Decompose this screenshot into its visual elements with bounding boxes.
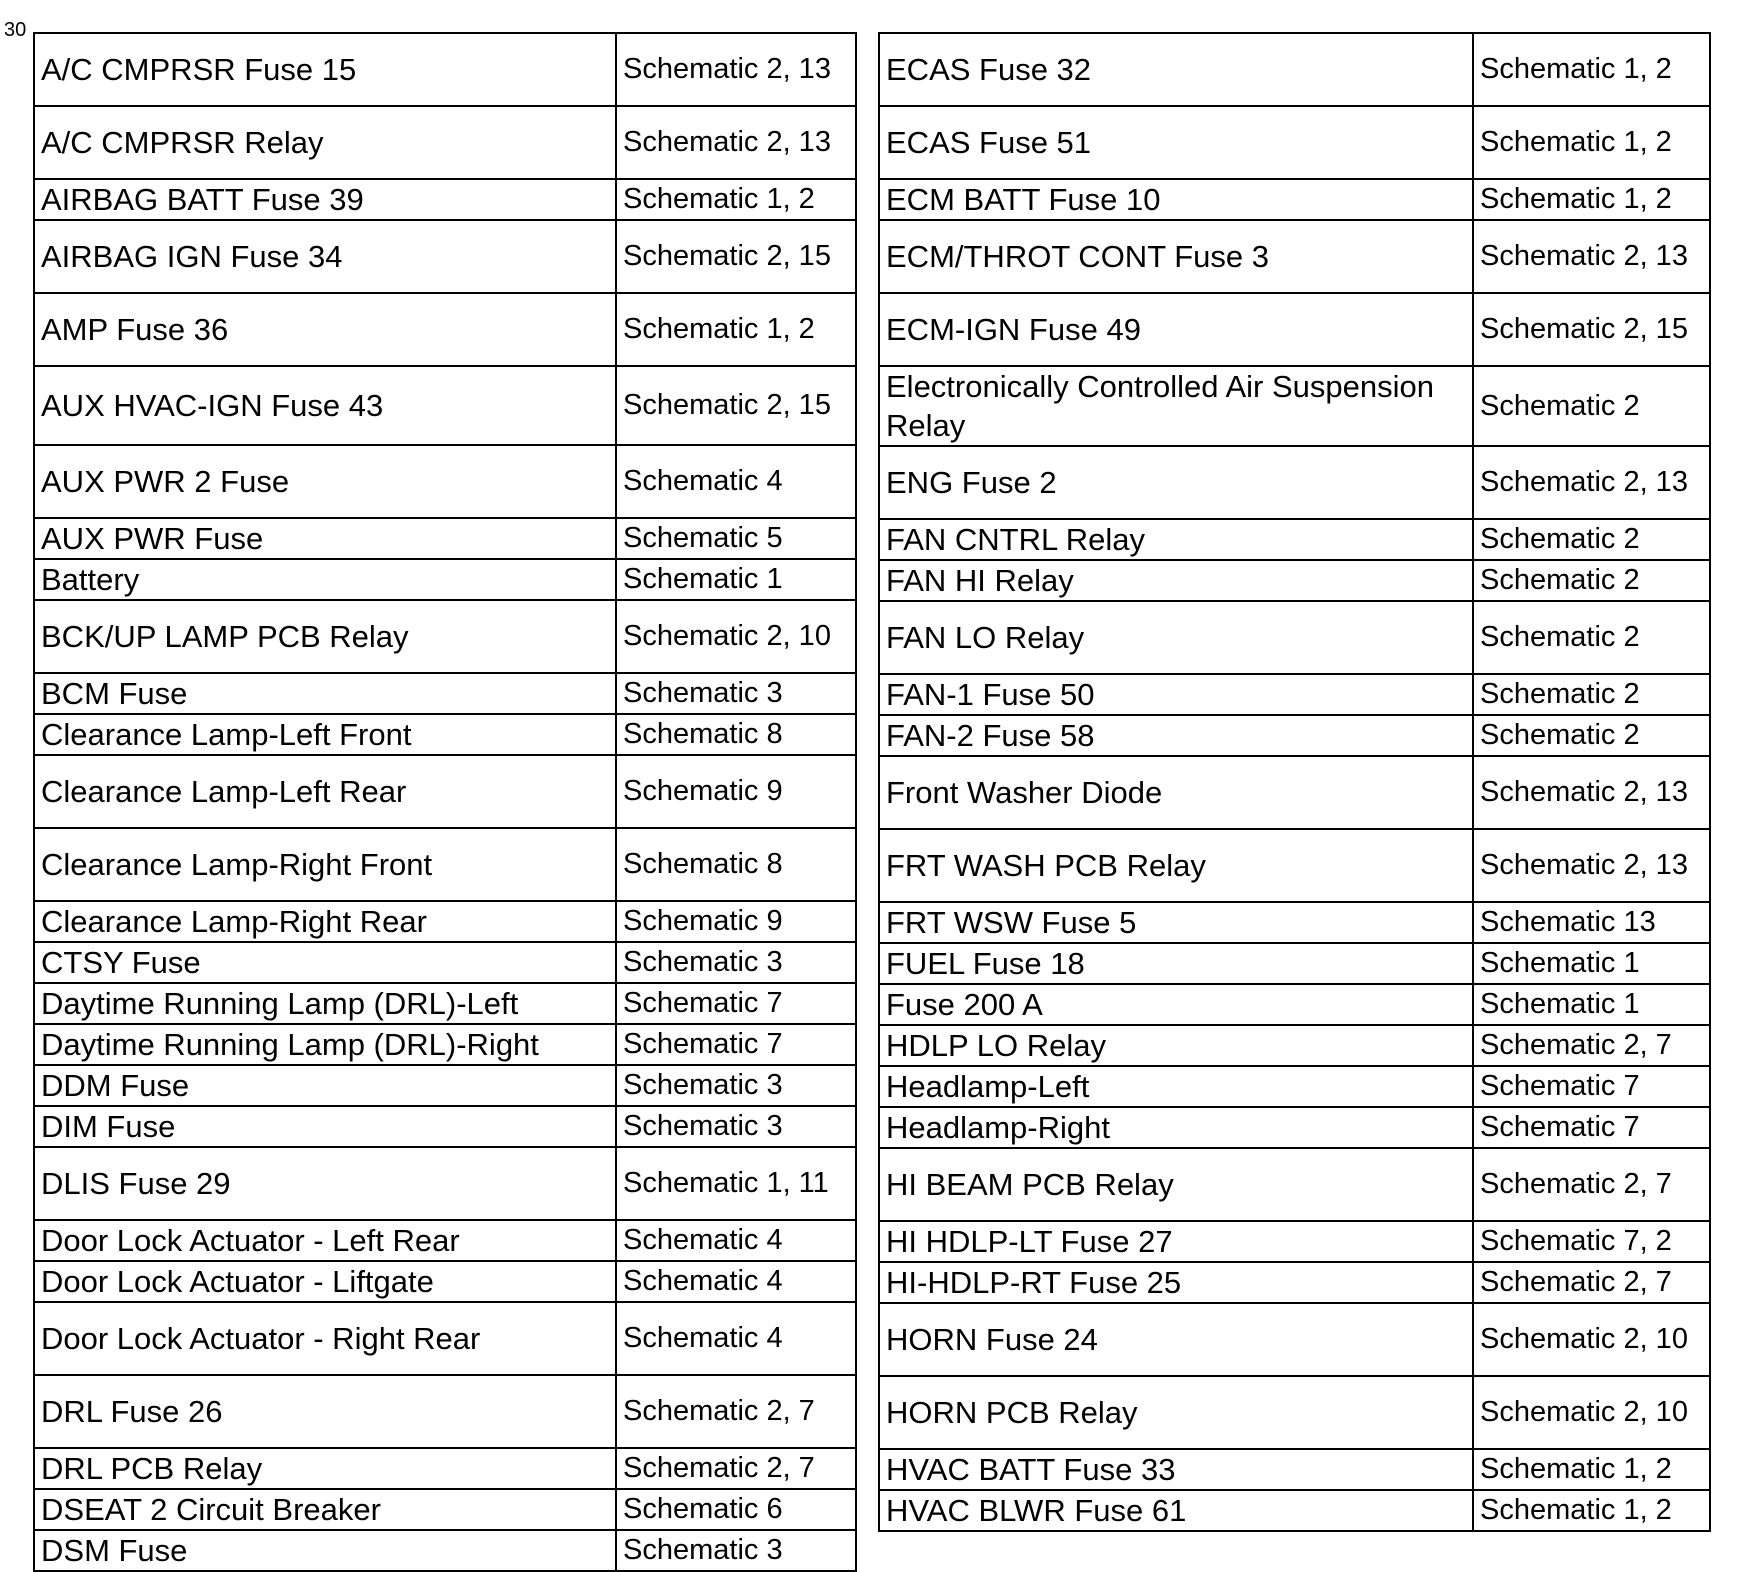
component-name-cell: Front Washer Diode bbox=[879, 756, 1473, 829]
table-row bbox=[34, 755, 856, 828]
component-name-cell: ECAS Fuse 51 bbox=[879, 106, 1473, 179]
table-row bbox=[34, 559, 856, 600]
component-name-cell: HI BEAM PCB Relay bbox=[879, 1148, 1473, 1221]
component-name-cell: FRT WASH PCB Relay bbox=[879, 829, 1473, 902]
component-name-cell: AUX PWR 2 Fuse bbox=[34, 445, 616, 518]
right-index-body bbox=[879, 33, 1710, 1531]
schematic-reference-cell: Schematic 5 bbox=[616, 518, 856, 559]
component-name-cell: FAN-2 Fuse 58 bbox=[879, 715, 1473, 756]
table-row bbox=[879, 1066, 1710, 1107]
schematic-reference-cell: Schematic 3 bbox=[616, 1065, 856, 1106]
schematic-reference-cell: Schematic 8 bbox=[616, 828, 856, 901]
component-name-cell: Headlamp-Right bbox=[879, 1107, 1473, 1148]
schematic-reference-cell: Schematic 4 bbox=[616, 445, 856, 518]
schematic-reference-cell: Schematic 2, 7 bbox=[1473, 1262, 1710, 1303]
table-row bbox=[34, 1106, 856, 1147]
table-row bbox=[879, 33, 1710, 106]
table-row bbox=[879, 1262, 1710, 1303]
table-row bbox=[34, 1065, 856, 1106]
component-name-cell: FAN-1 Fuse 50 bbox=[879, 674, 1473, 715]
component-name-cell: Clearance Lamp-Left Front bbox=[34, 714, 616, 755]
table-row bbox=[879, 560, 1710, 601]
component-name-cell: HI-HDLP-RT Fuse 25 bbox=[879, 1262, 1473, 1303]
component-name-cell: AIRBAG IGN Fuse 34 bbox=[34, 220, 616, 293]
component-name-cell: AMP Fuse 36 bbox=[34, 293, 616, 366]
table-row bbox=[34, 901, 856, 942]
schematic-reference-cell: Schematic 3 bbox=[616, 1530, 856, 1571]
schematic-reference-cell: Schematic 2, 15 bbox=[616, 220, 856, 293]
schematic-reference-cell: Schematic 7 bbox=[616, 1024, 856, 1065]
left-index-table bbox=[33, 32, 857, 1572]
schematic-reference-cell: Schematic 6 bbox=[616, 1489, 856, 1530]
schematic-reference-cell: Schematic 2, 13 bbox=[1473, 446, 1710, 519]
table-row bbox=[879, 446, 1710, 519]
schematic-reference-cell: Schematic 1 bbox=[1473, 984, 1710, 1025]
component-name-cell: HVAC BATT Fuse 33 bbox=[879, 1449, 1473, 1490]
component-name-cell: DSEAT 2 Circuit Breaker bbox=[34, 1489, 616, 1530]
component-name-cell: AUX HVAC-IGN Fuse 43 bbox=[34, 366, 616, 445]
schematic-reference-cell: Schematic 2, 15 bbox=[616, 366, 856, 445]
component-name-cell: CTSY Fuse bbox=[34, 942, 616, 983]
schematic-reference-cell: Schematic 2, 7 bbox=[1473, 1148, 1710, 1221]
table-row bbox=[879, 366, 1710, 446]
table-row bbox=[879, 674, 1710, 715]
table-row bbox=[879, 756, 1710, 829]
schematic-reference-cell: Schematic 7 bbox=[1473, 1107, 1710, 1148]
schematic-reference-cell: Schematic 3 bbox=[616, 673, 856, 714]
table-row bbox=[34, 1220, 856, 1261]
table-row bbox=[879, 179, 1710, 220]
table-row bbox=[879, 106, 1710, 179]
component-name-cell: DSM Fuse bbox=[34, 1530, 616, 1571]
right-index-table bbox=[878, 32, 1711, 1532]
table-row bbox=[879, 1107, 1710, 1148]
schematic-reference-cell: Schematic 2, 7 bbox=[616, 1448, 856, 1489]
schematic-reference-cell: Schematic 1, 2 bbox=[616, 179, 856, 220]
component-name-cell: A/C CMPRSR Relay bbox=[34, 106, 616, 179]
schematic-reference-cell: Schematic 8 bbox=[616, 714, 856, 755]
table-row bbox=[879, 943, 1710, 984]
table-row bbox=[34, 983, 856, 1024]
component-name-cell: HORN PCB Relay bbox=[879, 1376, 1473, 1449]
component-name-cell: Door Lock Actuator - Right Rear bbox=[34, 1302, 616, 1375]
schematic-reference-cell: Schematic 1, 2 bbox=[1473, 106, 1710, 179]
schematic-reference-cell: Schematic 2 bbox=[1473, 674, 1710, 715]
table-row bbox=[34, 1302, 856, 1375]
component-name-cell: Fuse 200 A bbox=[879, 984, 1473, 1025]
schematic-reference-cell: Schematic 2, 15 bbox=[1473, 293, 1710, 366]
schematic-reference-cell: Schematic 7 bbox=[616, 983, 856, 1024]
component-name-cell: ENG Fuse 2 bbox=[879, 446, 1473, 519]
component-name-cell: Headlamp-Left bbox=[879, 1066, 1473, 1107]
left-index-body bbox=[34, 33, 856, 1571]
component-name-cell: Electronically Controlled Air Suspension Relay bbox=[879, 366, 1473, 446]
table-row bbox=[879, 829, 1710, 902]
component-name-cell: AIRBAG BATT Fuse 39 bbox=[34, 179, 616, 220]
component-name-cell: ECM/THROT CONT Fuse 3 bbox=[879, 220, 1473, 293]
schematic-reference-cell: Schematic 9 bbox=[616, 755, 856, 828]
table-row bbox=[34, 600, 856, 673]
component-name-cell: A/C CMPRSR Fuse 15 bbox=[34, 33, 616, 106]
table-row bbox=[34, 1147, 856, 1220]
schematic-reference-cell: Schematic 2 bbox=[1473, 519, 1710, 560]
table-row bbox=[34, 220, 856, 293]
schematic-reference-cell: Schematic 2 bbox=[1473, 601, 1710, 674]
component-name-cell: HDLP LO Relay bbox=[879, 1025, 1473, 1066]
table-row bbox=[34, 366, 856, 445]
schematic-reference-cell: Schematic 1, 2 bbox=[1473, 1490, 1710, 1531]
component-name-cell: Daytime Running Lamp (DRL)-Right bbox=[34, 1024, 616, 1065]
schematic-reference-cell: Schematic 2, 10 bbox=[1473, 1303, 1710, 1376]
schematic-reference-cell: Schematic 3 bbox=[616, 1106, 856, 1147]
component-name-cell: DRL PCB Relay bbox=[34, 1448, 616, 1489]
component-name-cell: AUX PWR Fuse bbox=[34, 518, 616, 559]
schematic-reference-cell: Schematic 2, 13 bbox=[1473, 220, 1710, 293]
table-row bbox=[34, 518, 856, 559]
component-name-cell: Clearance Lamp-Right Rear bbox=[34, 901, 616, 942]
table-row bbox=[879, 519, 1710, 560]
schematic-reference-cell: Schematic 2, 7 bbox=[616, 1375, 856, 1448]
table-row bbox=[34, 1261, 856, 1302]
component-name-cell: FUEL Fuse 18 bbox=[879, 943, 1473, 984]
table-row bbox=[879, 715, 1710, 756]
table-row bbox=[34, 106, 856, 179]
table-row bbox=[879, 1376, 1710, 1449]
component-name-cell: Battery bbox=[34, 559, 616, 600]
component-name-cell: Clearance Lamp-Right Front bbox=[34, 828, 616, 901]
table-row bbox=[34, 1024, 856, 1065]
component-name-cell: HORN Fuse 24 bbox=[879, 1303, 1473, 1376]
schematic-reference-cell: Schematic 1, 11 bbox=[616, 1147, 856, 1220]
table-row bbox=[879, 902, 1710, 943]
schematic-reference-cell: Schematic 2, 13 bbox=[1473, 829, 1710, 902]
component-name-cell: HVAC BLWR Fuse 61 bbox=[879, 1490, 1473, 1531]
table-row bbox=[34, 1448, 856, 1489]
table-row bbox=[879, 1449, 1710, 1490]
schematic-reference-cell: Schematic 2 bbox=[1473, 366, 1710, 446]
component-name-cell: ECM BATT Fuse 10 bbox=[879, 179, 1473, 220]
schematic-reference-cell: Schematic 2, 13 bbox=[1473, 756, 1710, 829]
table-row bbox=[34, 828, 856, 901]
table-row bbox=[879, 1490, 1710, 1531]
component-name-cell: Door Lock Actuator - Liftgate bbox=[34, 1261, 616, 1302]
schematic-reference-cell: Schematic 2, 10 bbox=[616, 600, 856, 673]
schematic-reference-cell: Schematic 9 bbox=[616, 901, 856, 942]
schematic-reference-cell: Schematic 7 bbox=[1473, 1066, 1710, 1107]
schematic-reference-cell: Schematic 1 bbox=[1473, 943, 1710, 984]
table-row bbox=[879, 1148, 1710, 1221]
component-name-cell: ECAS Fuse 32 bbox=[879, 33, 1473, 106]
component-name-cell: FRT WSW Fuse 5 bbox=[879, 902, 1473, 943]
table-row bbox=[34, 1489, 856, 1530]
schematic-reference-cell: Schematic 1 bbox=[616, 559, 856, 600]
table-row bbox=[34, 714, 856, 755]
table-row bbox=[34, 673, 856, 714]
component-name-cell: DRL Fuse 26 bbox=[34, 1375, 616, 1448]
table-row bbox=[879, 1221, 1710, 1262]
schematic-reference-cell: Schematic 1, 2 bbox=[1473, 179, 1710, 220]
component-name-cell: ECM-IGN Fuse 49 bbox=[879, 293, 1473, 366]
component-name-cell: FAN CNTRL Relay bbox=[879, 519, 1473, 560]
page-number: 30 bbox=[4, 19, 27, 41]
schematic-reference-cell: Schematic 2, 10 bbox=[1473, 1376, 1710, 1449]
component-name-cell: BCK/UP LAMP PCB Relay bbox=[34, 600, 616, 673]
table-row bbox=[34, 179, 856, 220]
table-row bbox=[34, 33, 856, 106]
schematic-reference-cell: Schematic 2, 13 bbox=[616, 33, 856, 106]
schematic-reference-cell: Schematic 1, 2 bbox=[1473, 33, 1710, 106]
schematic-reference-cell: Schematic 4 bbox=[616, 1220, 856, 1261]
table-row bbox=[34, 1530, 856, 1571]
schematic-reference-cell: Schematic 4 bbox=[616, 1261, 856, 1302]
table-row bbox=[879, 601, 1710, 674]
schematic-reference-cell: Schematic 2, 13 bbox=[616, 106, 856, 179]
schematic-reference-cell: Schematic 1, 2 bbox=[616, 293, 856, 366]
schematic-reference-cell: Schematic 2 bbox=[1473, 560, 1710, 601]
component-name-cell: Daytime Running Lamp (DRL)-Left bbox=[34, 983, 616, 1024]
table-row bbox=[34, 942, 856, 983]
component-name-cell: DIM Fuse bbox=[34, 1106, 616, 1147]
table-row bbox=[879, 1303, 1710, 1376]
schematic-reference-cell: Schematic 4 bbox=[616, 1302, 856, 1375]
table-row bbox=[34, 1375, 856, 1448]
schematic-reference-cell: Schematic 2, 7 bbox=[1473, 1025, 1710, 1066]
schematic-reference-cell: Schematic 1, 2 bbox=[1473, 1449, 1710, 1490]
component-name-cell: HI HDLP-LT Fuse 27 bbox=[879, 1221, 1473, 1262]
schematic-reference-cell: Schematic 2 bbox=[1473, 715, 1710, 756]
component-name-cell: Door Lock Actuator - Left Rear bbox=[34, 1220, 616, 1261]
component-name-cell: DDM Fuse bbox=[34, 1065, 616, 1106]
table-row bbox=[879, 220, 1710, 293]
schematic-reference-cell: Schematic 3 bbox=[616, 942, 856, 983]
table-row bbox=[879, 984, 1710, 1025]
table-row bbox=[34, 293, 856, 366]
component-name-cell: FAN LO Relay bbox=[879, 601, 1473, 674]
schematic-reference-cell: Schematic 13 bbox=[1473, 902, 1710, 943]
table-row bbox=[34, 445, 856, 518]
component-name-cell: Clearance Lamp-Left Rear bbox=[34, 755, 616, 828]
component-name-cell: FAN HI Relay bbox=[879, 560, 1473, 601]
component-name-cell: DLIS Fuse 29 bbox=[34, 1147, 616, 1220]
table-row bbox=[879, 1025, 1710, 1066]
table-row bbox=[879, 293, 1710, 366]
schematic-reference-cell: Schematic 7, 2 bbox=[1473, 1221, 1710, 1262]
component-name-cell: BCM Fuse bbox=[34, 673, 616, 714]
